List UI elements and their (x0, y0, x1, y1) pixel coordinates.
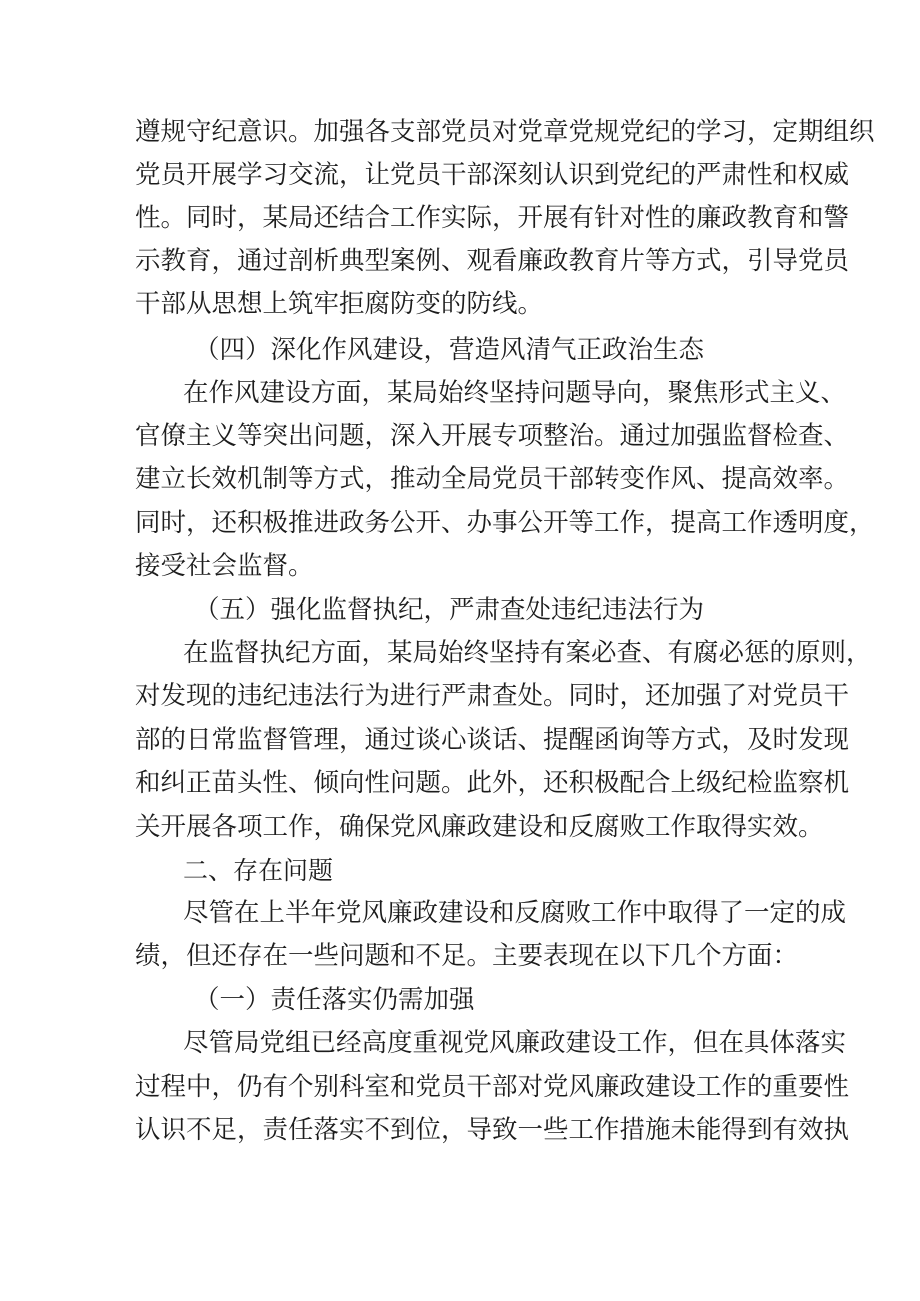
paragraph-line: 同时，还积极推进政务公开、办事公开等工作，提高工作透明度， (135, 508, 875, 538)
paragraph-line: 官僚主义等突出问题，深入开展专项整治。通过加强监督检查、 (135, 421, 850, 451)
subheading-one: （一）责任落实仍需加强 (194, 985, 475, 1015)
subheading-five: （五）强化监督执纪，严肃查处违纪违法行为 (194, 595, 705, 625)
paragraph-line: 尽管在上半年党风廉政建设和反腐败工作中取得了一定的成 (183, 898, 847, 928)
subheading-four: （四）深化作风建设，营造风清气正政治生态 (194, 335, 705, 365)
paragraph-line: 性。同时，某局还结合工作实际，开展有针对性的廉政教育和警 (135, 203, 850, 233)
paragraph-line: 遵规守纪意识。加强各支部党员对党章党规党纪的学习，定期组织 (135, 117, 875, 147)
paragraph-line: 关开展各项工作，确保党风廉政建设和反腐败工作取得实效。 (135, 812, 824, 842)
paragraph-line: 干部从思想上筑牢拒腐防变的防线。 (135, 289, 544, 319)
paragraph-line: 在作风建设方面，某局始终坚持问题导向，聚焦形式主义、 (183, 378, 847, 408)
paragraph-line: 党员开展学习交流，让党员干部深刻认识到党纪的严肃性和权威 (135, 160, 850, 190)
paragraph-line: 尽管局党组已经高度重视党风廉政建设工作，但在具体落实 (183, 1028, 847, 1058)
paragraph-line: 部的日常监督管理，通过谈心谈话、提醒函询等方式，及时发现 (135, 725, 850, 755)
paragraph-line: 接受社会监督。 (135, 551, 314, 581)
paragraph-line: 建立长效机制等方式，推动全局党员干部转变作风、提高效率。 (135, 464, 850, 494)
paragraph-line: 绩，但还存在一些问题和不足。主要表现在以下几个方面： (135, 941, 799, 971)
paragraph-line: 对发现的违纪违法行为进行严肃查处。同时，还加强了对党员干 (135, 681, 850, 711)
paragraph-line: 示教育，通过剖析典型案例、观看廉政教育片等方式，引导党员 (135, 246, 850, 276)
paragraph-line: 在监督执纪方面，某局始终坚持有案必查、有腐必惩的原则， (183, 638, 872, 668)
paragraph-line: 过程中，仍有个别科室和党员干部对党风廉政建设工作的重要性 (135, 1072, 850, 1102)
paragraph-line: 和纠正苗头性、倾向性问题。此外，还积极配合上级纪检监察机 (135, 768, 850, 798)
section-heading: 二、存在问题 (183, 856, 334, 885)
paragraph-line: 认识不足，责任落实不到位，导致一些工作措施未能得到有效执 (135, 1115, 850, 1145)
